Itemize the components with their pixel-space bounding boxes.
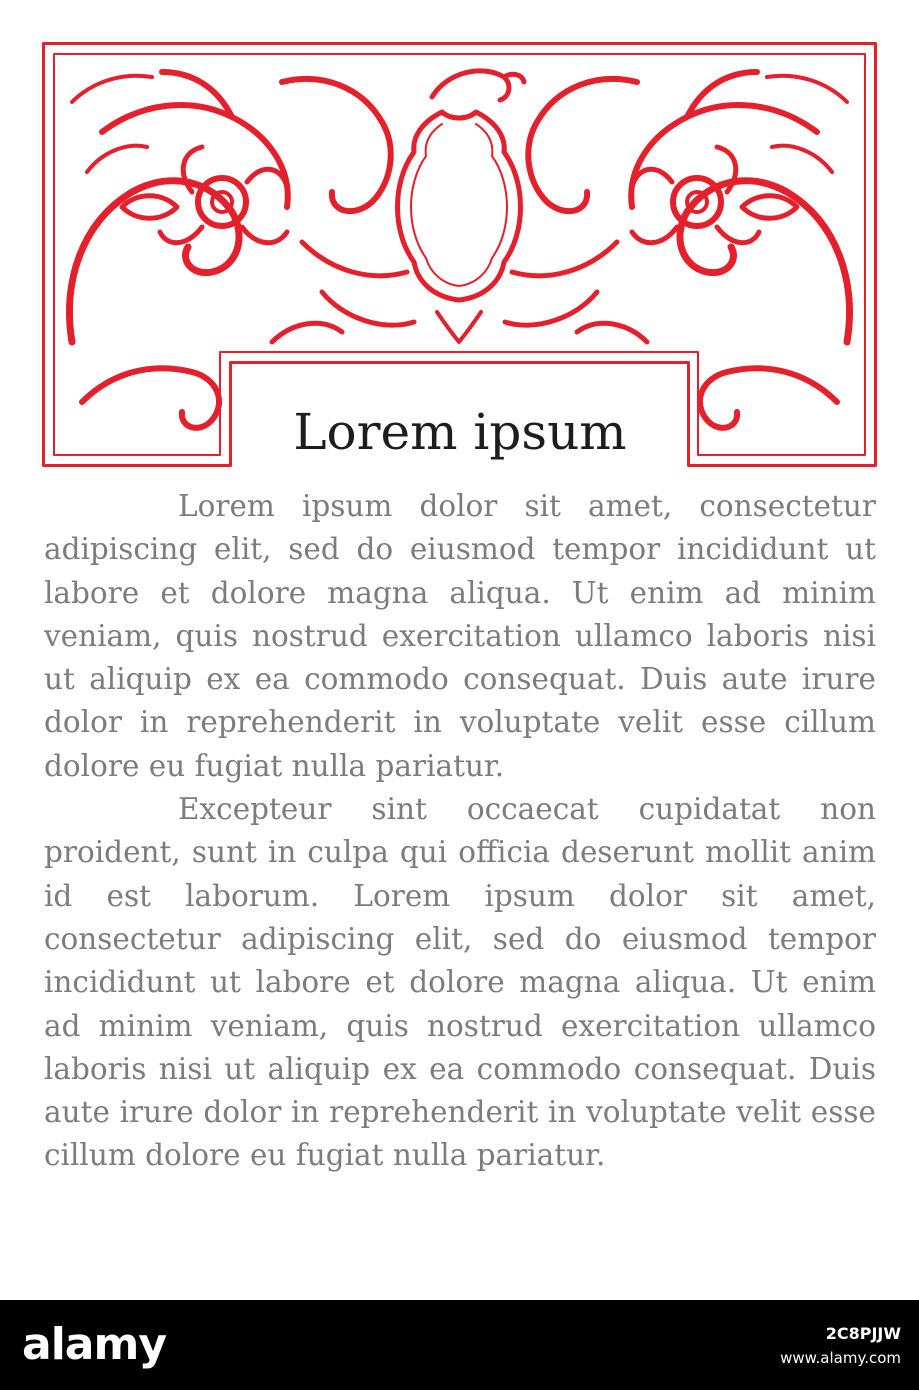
watermark-logo: alamy <box>22 1319 166 1370</box>
paragraph-2: Excepteur sint occaecat cupidatat non proident, sunt in culpa qui officia deserunt mollit anim id est laborum. Lorem ipsum dolor sit amet, consectetur adipiscing elit, sed do eiusmod tempor incididunt ut labore et dolore magna aliqua. Ut enim ad minim veniam, quis nostrud exercitation ullamco laboris nisi ut aliquip ex ea commodo consequat. Duis aute irure dolor in reprehenderit in voluptate velit esse cillum dolore eu fugiat nulla pariatur. <box>44 792 876 1173</box>
watermark-site: www.alamy.com <box>780 1349 901 1367</box>
page-title: Lorem ipsum <box>293 403 627 461</box>
image-id: 2C8PJJW <box>825 1324 901 1343</box>
watermark-image-info <box>780 1322 901 1370</box>
paragraph-1: Lorem ipsum dolor sit amet, consectetur adipiscing elit, sed do eiusmod tempor incididunt ut labore et dolore magna aliqua. Ut enim ad minim veniam, quis nostrud exercitation ullamco laboris nisi ut aliquip ex ea commodo consequat. Duis aute irure dolor in reprehenderit in voluptate velit esse cillum dolore eu fugiat nulla pariatur. <box>44 489 876 783</box>
body-text <box>44 485 876 1178</box>
